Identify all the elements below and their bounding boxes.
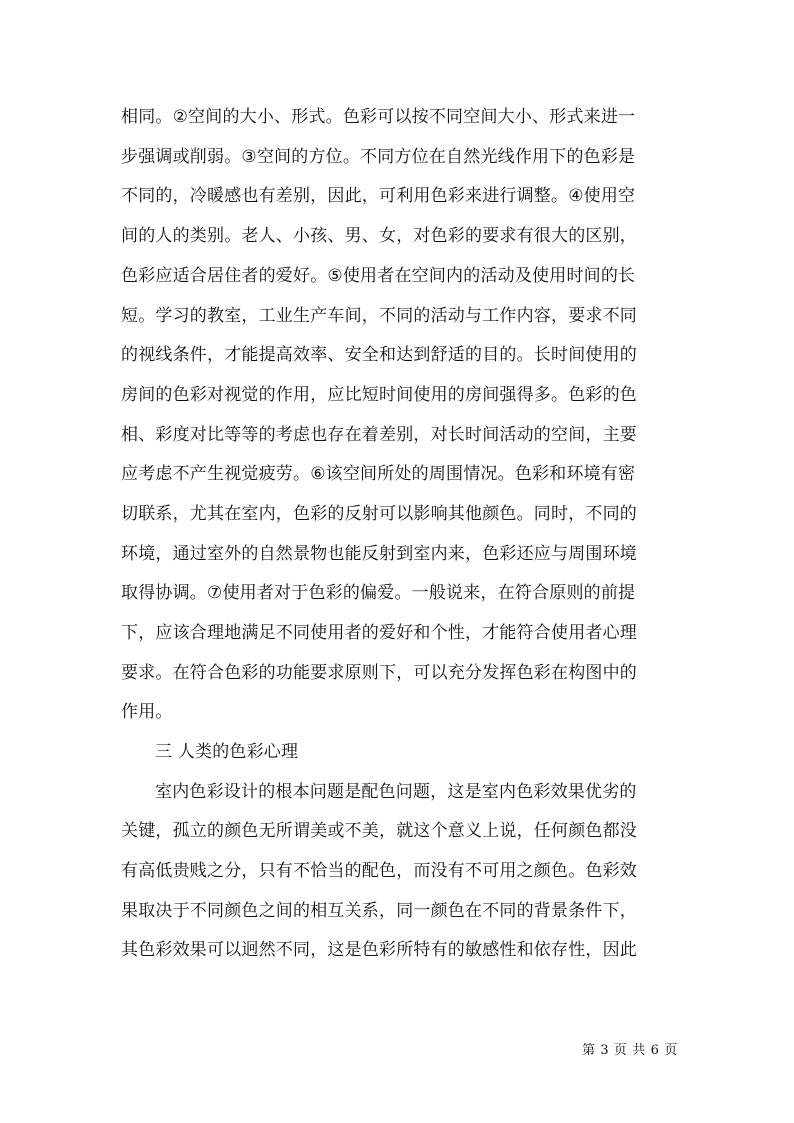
body-text-line: 的视线条件，才能提高效率、安全和达到舒适的目的。长时间使用的 [121, 345, 637, 365]
body-text-line: 房间的色彩对视觉的作用，应比短时间使用的房间强得多。色彩的色 [121, 385, 637, 405]
body-text-line: 切联系，尤其在室内，色彩的反射可以影响其他颜色。同时，不同的 [121, 504, 637, 524]
paragraph-first-line: 室内色彩设计的根本问题是配色问题，这是室内色彩效果优劣的 [155, 782, 637, 802]
page-footer: 第 3 页 共 6 页 [582, 1043, 678, 1058]
body-text-line: 短。学习的教室，工业生产车间，不同的活动与工作内容，要求不同 [121, 306, 637, 326]
body-text-line: 相同。②空间的大小、形式。色彩可以按不同空间大小、形式来进一 [121, 107, 636, 127]
body-text-line: 有高低贵贱之分，只有不恰当的配色，而没有不可用之颜色。色彩效 [121, 861, 637, 881]
section-heading: 三 人类的色彩心理 [155, 742, 299, 762]
body-text-line: 环境，通过室外的自然景物也能反射到室内来，色彩还应与周围环境 [121, 544, 637, 564]
body-text-line: 间的人的类别。老人、小孩、男、女，对色彩的要求有很大的区别， [121, 226, 637, 246]
body-text-line: 相、彩度对比等等的考虑也存在着差别，对长时间活动的空间，主要 [121, 425, 637, 445]
body-text-line: 应考虑不产生视觉疲劳。⑥该空间所处的周围情况。色彩和环境有密 [121, 464, 636, 484]
body-text-line: 取得协调。⑦使用者对于色彩的偏爱。一般说来，在符合原则的前提 [121, 583, 636, 603]
body-text-line: 果取决于不同颜色之间的相互关系，同一颜色在不同的背景条件下， [121, 901, 637, 921]
body-text-line: 关键，孤立的颜色无所谓美或不美，就这个意义上说，任何颜色都没 [121, 821, 637, 841]
body-text-line: 色彩应适合居住者的爱好。⑤使用者在空间内的活动及使用时间的长 [121, 266, 636, 286]
body-text-line: 不同的，冷暖感也有差别，因此，可利用色彩来进行调整。④使用空 [121, 186, 636, 206]
body-text-line: 步强调或削弱。③空间的方位。不同方位在自然光线作用下的色彩是 [121, 147, 636, 167]
body-text-line: 作用。 [121, 702, 173, 722]
body-text-line: 下，应该合理地满足不同使用者的爱好和个性，才能符合使用者心理 [121, 623, 637, 643]
body-text-line: 要求。在符合色彩的功能要求原则下，可以充分发挥色彩在构图中的 [121, 663, 637, 683]
body-text-line: 其色彩效果可以迥然不同，这是色彩所特有的敏感性和依存性，因此 [121, 940, 637, 960]
